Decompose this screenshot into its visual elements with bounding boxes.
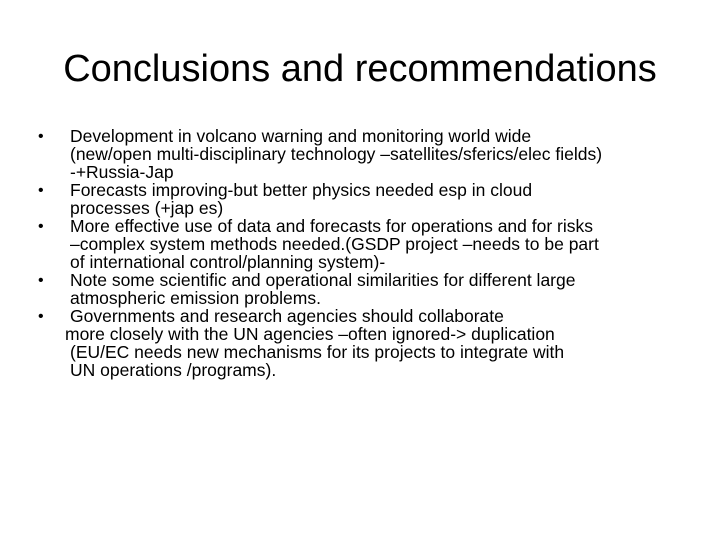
bullet-line: Note some scientific and operational similarities for different large: [70, 270, 576, 290]
bullet-line: Governments and research agencies should collaborate: [70, 306, 504, 326]
bullet-item-4: [36, 271, 696, 307]
bullet-line: More effective use of data and forecasts for operations and for risks: [70, 216, 594, 236]
bullet-line: -+Russia-Jap: [70, 162, 174, 182]
bullet-line: more closely with the UN agencies –often ignored-> duplication: [65, 324, 555, 344]
bullet-item-1: [36, 127, 696, 181]
slide-title: Conclusions and recommendations: [63, 48, 657, 90]
bullet-line: Development in volcano warning and monitoring world wide: [70, 126, 532, 146]
bullet-marker: •: [38, 272, 44, 289]
bullet-line: –complex system methods needed.(GSDP project –needs to be part: [70, 234, 599, 254]
bullet-marker: •: [38, 218, 44, 235]
bullet-item-5: [36, 307, 696, 379]
bullet-text: [70, 181, 696, 217]
bullet-line: UN operations /programs).: [70, 360, 277, 380]
bullet-line: (EU/EC needs new mechanisms for its projects to integrate with: [70, 342, 565, 362]
bullet-line: Forecasts improving-but better physics needed esp in cloud: [70, 180, 533, 200]
bullet-list: [36, 127, 696, 379]
bullet-marker: •: [38, 308, 44, 325]
bullet-text: [70, 271, 696, 307]
bullet-line: atmospheric emission problems.: [70, 288, 321, 308]
bullet-text: [65, 306, 696, 380]
bullet-line: (new/open multi-disciplinary technology –satellites/sferics/elec fields): [70, 144, 603, 164]
bullet-item-2: [36, 181, 696, 217]
bullet-line: processes (+jap es): [70, 198, 224, 218]
bullet-item-3: [36, 217, 696, 271]
bullet-line: of international control/planning system)-: [70, 252, 386, 272]
bullet-marker: •: [38, 128, 44, 145]
bullet-text: [70, 127, 696, 181]
bullet-marker: •: [38, 182, 44, 199]
bullet-text: [70, 217, 696, 271]
